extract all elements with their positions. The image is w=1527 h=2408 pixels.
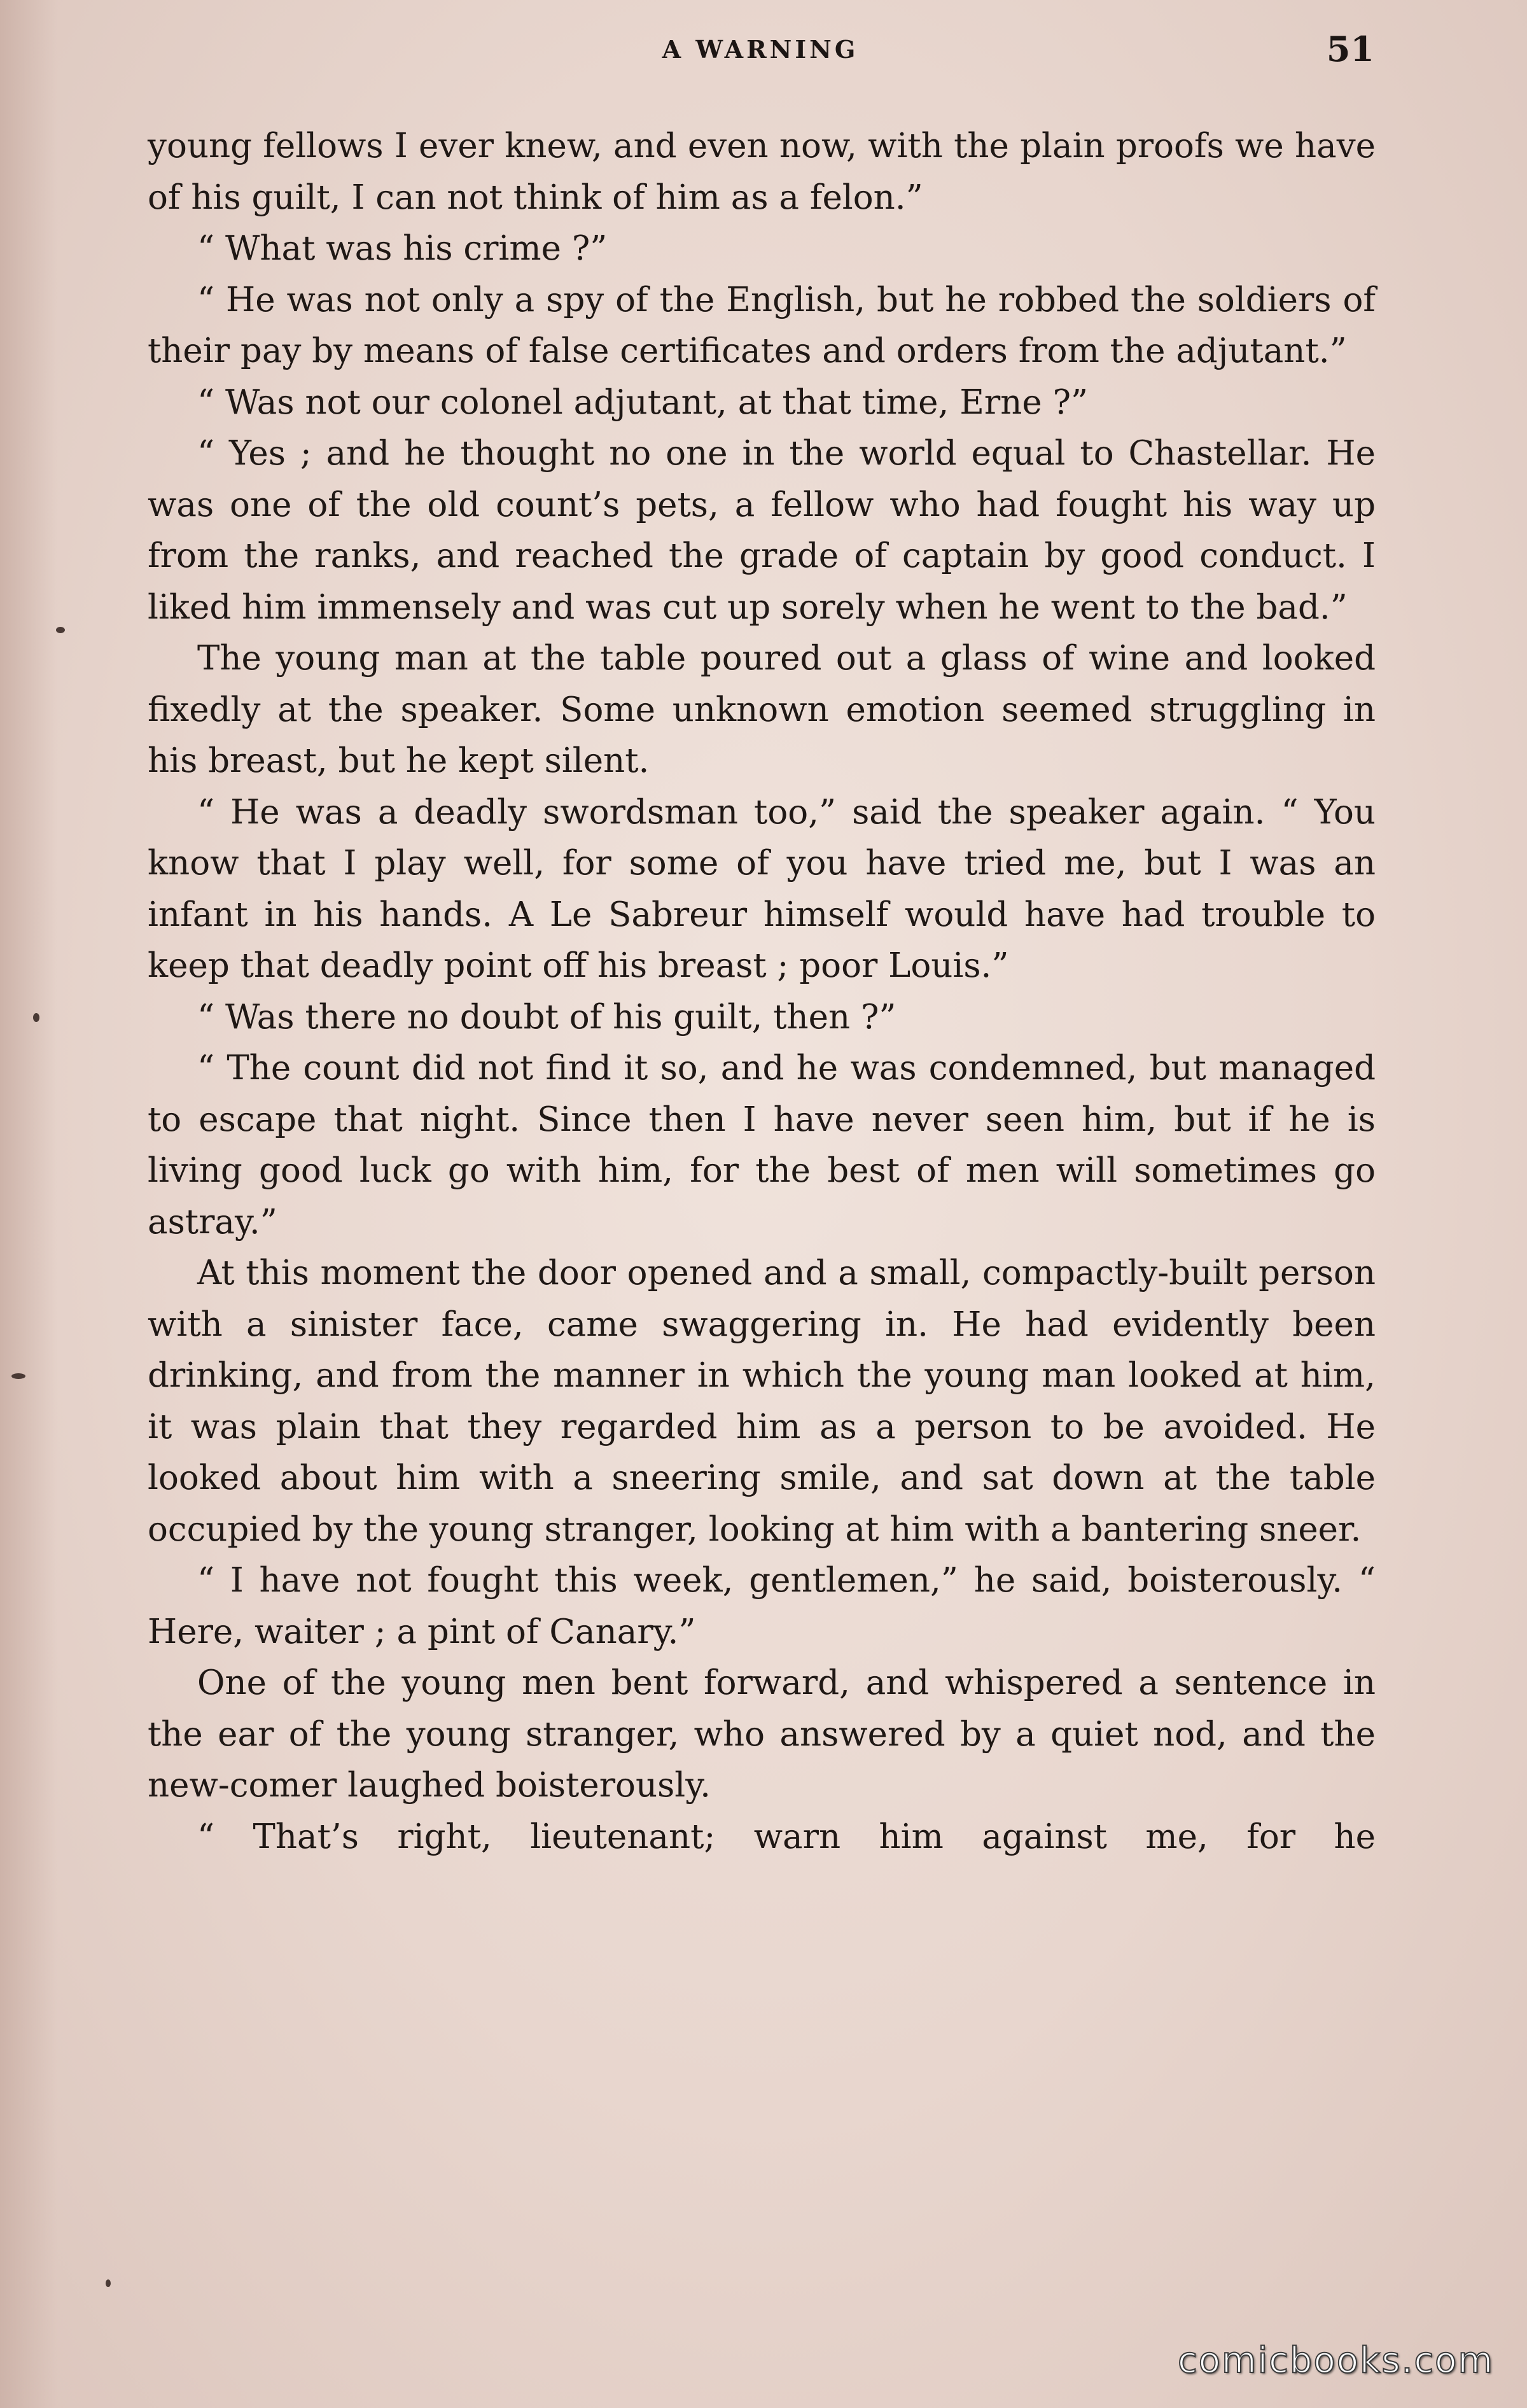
paragraph: young fellows I ever knew, and even now, with the plain proofs we have of his guilt, I can not think of him as a felon.”: [148, 127, 1376, 217]
paragraph: “ I have not fought this week, gentlemen,” he said, boisterously. “ Here, waiter ; a pint of Canary.”: [148, 1561, 1376, 1651]
paper-speck: [56, 627, 65, 633]
paragraph: “ Was there no doubt of his guilt, then ?”: [197, 997, 896, 1037]
paragraph: “ The count did not find it so, and he was condemned, but managed to escape that night. Since then I have never seen him, but if he is living good luck go with him, for the best of men will sometimes go astray.”: [148, 1049, 1376, 1242]
paper-speck: [33, 1013, 39, 1022]
page-number: 51: [1326, 29, 1374, 69]
paragraph: “ He was not only a spy of the English, but he robbed the soldiers of their pay by means of false certificates and orders from the adjutant.”: [148, 280, 1376, 370]
paragraph: “ Yes ; and he thought no one in the world equal to Chastellar. He was one of the old count’s pets, a fellow who had fought his way up from the ranks, and reached the grade of captain by good conduct. I liked him immensely and was cut up sorely when he went to the bad.”: [148, 434, 1376, 627]
paragraph: “ Was not our colonel adjutant, at that time, Erne ?”: [197, 382, 1089, 422]
watermark: comicbooks.com: [1177, 2340, 1494, 2381]
page-header: [146, 29, 1374, 86]
paragraph: “ That’s right, lieutenant; warn him against me, for he: [197, 1817, 1376, 1856]
paper-speck: [106, 2279, 111, 2287]
paragraph: “ He was a deadly swordsman too,” said the speaker again. “ You know that I play well, for some of you have tried me, but I was an infant in his hands. A Le Sabreur himself would have had trouble to keep that deadly point off his breast ; poor Louis.”: [148, 792, 1376, 985]
paragraph: “ What was his crime ?”: [197, 229, 608, 268]
body-text: [148, 121, 1376, 1863]
running-title: A WARNING: [662, 35, 859, 64]
paragraph: The young man at the table poured out a glass of wine and looked fixedly at the speaker. Some unknown emotion seemed struggling in his breast, but he kept silent.: [148, 639, 1376, 780]
page-gutter-shadow: [0, 0, 57, 2408]
paragraph: One of the young men bent forward, and whispered a sentence in the ear of the young stranger, who answered by a quiet nod, and the new-comer laughed boisterously.: [148, 1663, 1376, 1805]
paragraph: At this moment the door opened and a small, compactly-built person with a sinister face, came swaggering in. He had evidently been drinking, and from the manner in which the young man looked at him, it was plain that they regarded him as a person to be avoided. He looked about him with a sneering smile, and sat down at the table occupied by the young stranger, looking at him with a bantering sneer.: [148, 1254, 1376, 1549]
paper-speck: [11, 1373, 25, 1379]
